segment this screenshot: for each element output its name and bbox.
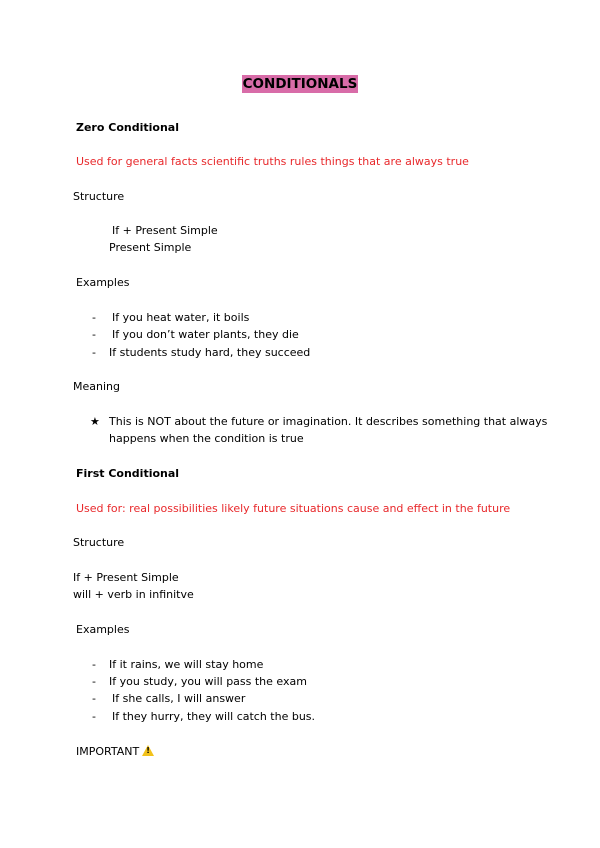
dash-bullet: -: [92, 328, 96, 341]
first-conditional-heading: First Conditional: [76, 467, 180, 480]
zero-structure-line-1: If + Present Simple: [112, 224, 218, 237]
dash-bullet: -: [92, 658, 96, 671]
first-examples-label: Examples: [76, 623, 130, 636]
first-usage-text: Used for: real possibilities likely future situations cause and effect in the future: [76, 502, 511, 515]
first-example-4: If they hurry, they will catch the bus.: [112, 710, 316, 723]
first-example-1: If it rains, we will stay home: [109, 658, 264, 671]
first-example-2: If you study, you will pass the exam: [109, 675, 307, 688]
zero-structure-line-2: Present Simple: [109, 241, 192, 254]
first-structure-label: Structure: [73, 536, 125, 549]
first-structure-line-1: If + Present Simple: [73, 571, 179, 584]
dash-bullet: -: [92, 675, 96, 688]
zero-conditional-heading: Zero Conditional: [76, 121, 179, 134]
title-highlight: CONDITIONALS: [242, 76, 358, 92]
zero-example-3: If students study hard, they succeed: [109, 346, 311, 359]
warning-icon: [142, 745, 154, 756]
zero-meaning-line-1: This is NOT about the future or imagination. It describes something that always: [109, 415, 548, 428]
zero-meaning-line-2: happens when the condition is true: [109, 432, 304, 445]
dash-bullet: -: [92, 311, 96, 324]
zero-meaning-label: Meaning: [73, 380, 120, 393]
document-title: [0, 74, 600, 95]
zero-example-1: If you heat water, it boils: [112, 311, 250, 324]
dash-bullet: -: [92, 692, 96, 705]
dash-bullet: -: [92, 346, 96, 359]
dash-bullet: -: [92, 710, 96, 723]
zero-structure-label: Structure: [73, 190, 125, 203]
zero-example-2: If you don’t water plants, they die: [112, 328, 299, 341]
zero-examples-label: Examples: [76, 276, 130, 289]
important-note: [76, 744, 154, 760]
first-structure-line-2: will + verb in infinitve: [73, 588, 194, 601]
star-bullet-icon: ★: [90, 415, 100, 428]
first-example-3: If she calls, I will answer: [112, 692, 246, 705]
important-label: IMPORTANT: [76, 745, 140, 758]
zero-usage-text: Used for general facts scientific truths rules things that are always true: [76, 155, 469, 168]
